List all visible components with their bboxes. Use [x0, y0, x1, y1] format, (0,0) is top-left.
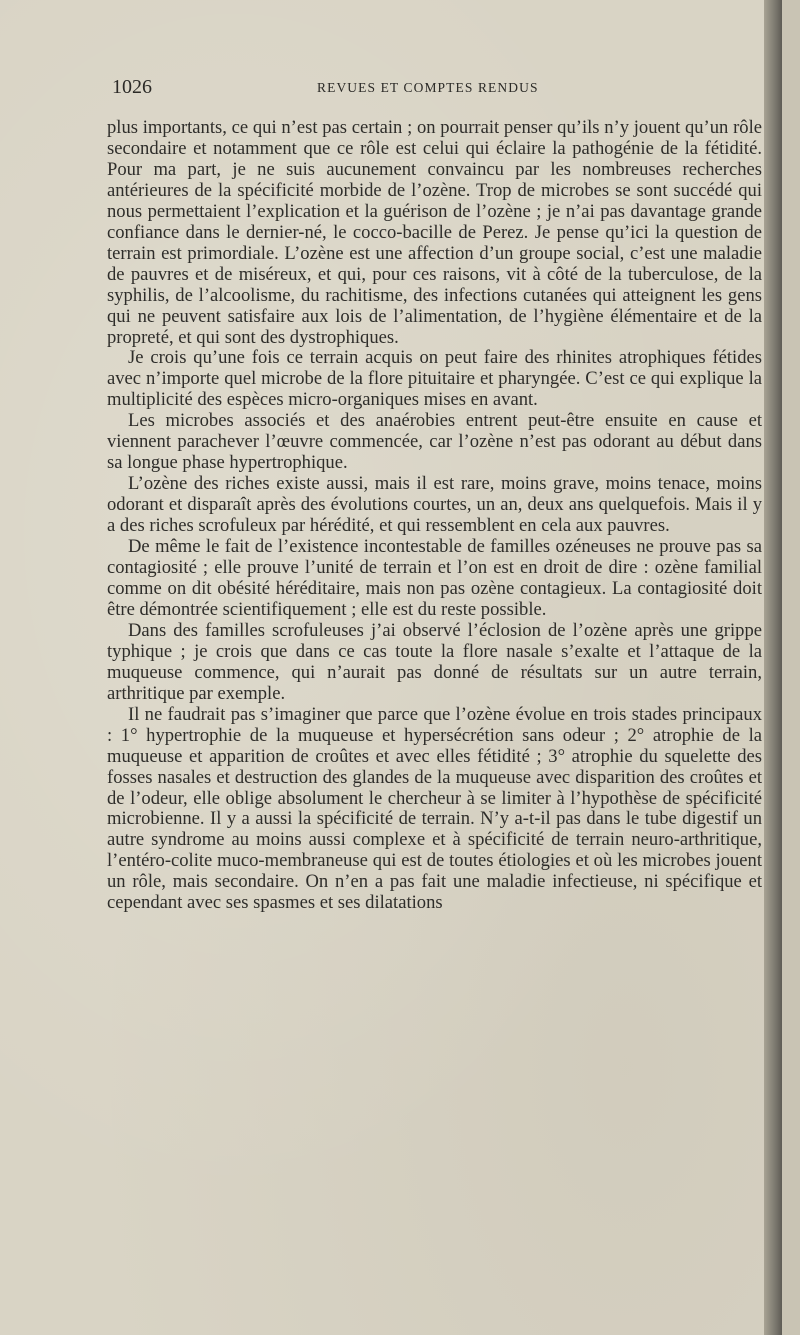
page-number: 1026 [112, 76, 152, 98]
paragraph: Dans des familles scrofuleuses j’ai observé l’éclosion de l’ozène après une grippe typhique ; je crois que dans ce cas toute la flore nasale s’exalte et l’attaque de la muqueuse commence, qui n’aurait pas donné de résultats sur un autre terrain, arthritique par exemple. [107, 619, 762, 704]
paragraph: De même le fait de l’existence incontestable de familles ozéneuses ne prouve pas sa contagiosité ; elle prouve l’unité de terrain et l’on est en droit de dire : ozène familial comme on dit obésité héréditaire, mais non pas ozène contagieux. La contagiosité doit être démontrée scientifiquement ; elle est du reste possible. [107, 536, 762, 620]
body-text [107, 118, 762, 914]
paragraph: plus importants, ce qui n’est pas certain ; on pourrait penser qu’ils n’y jouent qu’un rôle secondaire et notamment que ce rôle est celui qui éclaire la pathogénie de la fétidité. Pour ma part, je ne suis aucunement convaincu par les nombreuses recherches antérieures de la spécificité morbide de l’ozène. Trop de microbes se sont succédé qui nous permettaient l’explication et la guérison de l’ozène ; je n’ai pas davantage grande confiance dans le dernier-né, le cocco-bacille de Perez. Je pense qu’ici la question de terrain est primordiale. L’ozène est une affection d’un groupe social, c’est une maladie de pauvres et de miséreux, et qui, pour ces raisons, vit à côté de la tuberculose, de la syphilis, de l’alcoolisme, du rachitisme, des infections cutanées qui atteignent les gens qui ne peuvent satisfaire aux lois de l’alimentation, de l’hygiène élémentaire et de la propreté, et qui sont des dystrophiques. [107, 117, 762, 348]
paragraph: Je crois qu’une fois ce terrain acquis on peut faire des rhinites atrophiques fétides avec n’importe quel microbe de la flore pituitaire et pharyngée. C’est ce qui explique la multiplicité des espèces micro-organiques mises en avant. [107, 347, 762, 411]
paragraph: Les microbes associés et des anaérobies entrent peut-être ensuite en cause et viennent parachever l’œuvre commencée, car l’ozène n’est pas odorant au début dans sa longue phase hypertrophique. [107, 410, 762, 474]
paragraph: Il ne faudrait pas s’imaginer que parce que l’ozène évolue en trois stades principaux : 1° hypertrophie de la muqueuse et hypersécrétion sans odeur ; 2° atrophie de la muqueuse et apparition de croûtes et avec elles fétidité ; 3° atrophie du squelette des fosses nasales et destruction des glandes de la muqueuse avec disparition des croûtes et de l’odeur, elle oblige absolument le chercheur à se limiter à l’hypothèse de spécificité microbienne. Il y a aussi la spécificité de terrain. N’y a-t-il pas dans le tube digestif un autre syndrome au moins aussi complexe et à spécificité de terrain neuro-arthritique, l’entéro-colite muco-membraneuse qui est de toutes étiologies et où les microbes jouent un rôle, mais secondaire. On n’en a pas fait une maladie infectieuse, ni spécifique et cependant avec ses spasmes et ses dilatations [107, 703, 762, 914]
running-title: REVUES ET COMPTES RENDUS [317, 80, 539, 95]
page-edge-shadow [764, 0, 782, 1335]
running-header [112, 76, 762, 102]
paragraph: L’ozène des riches existe aussi, mais il est rare, moins grave, moins tenace, moins odorant et disparaît après des évolutions courtes, un an, deux ans quelquefois. Mais il y a des riches scrofuleux par hérédité, et qui ressemblent en cela aux pauvres. [107, 473, 762, 537]
